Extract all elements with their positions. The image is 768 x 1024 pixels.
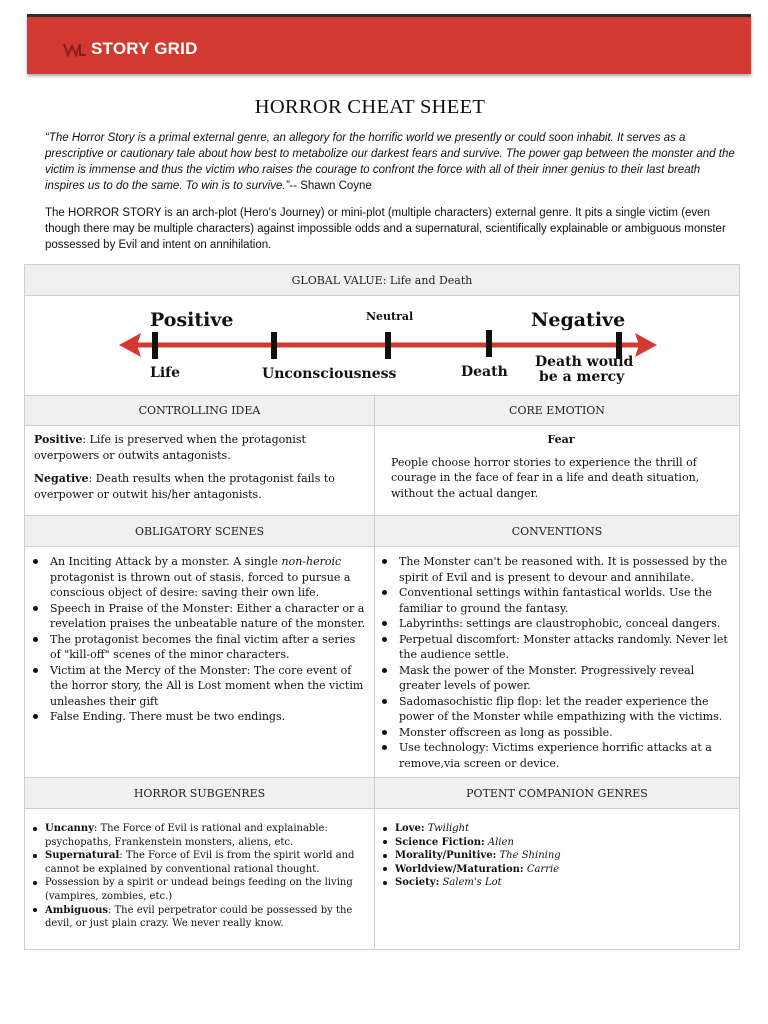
point-life: Life	[150, 365, 181, 381]
page-title: HORROR CHEAT SHEET	[254, 96, 486, 118]
list-item: Conventional settings within fantastical worlds. Use the familiar to ground the fantasy.	[379, 585, 731, 616]
point-death-would: Death would	[535, 354, 634, 370]
controlling-idea-header: CONTROLLING IDEA	[25, 395, 374, 426]
list-item: Monster offscreen as long as possible.	[379, 725, 731, 741]
list-item: Possession by a spirit or undead beings feeding on the living (vampires, zombies, etc.)	[31, 876, 367, 903]
list-item: Use technology: Victims experience horrific attacks at a remove,via screen or device.	[379, 740, 731, 771]
tick-neutral	[385, 332, 391, 359]
story-grid-logo	[63, 39, 198, 59]
list-item: False Ending. There must be two endings.	[30, 709, 368, 725]
list-item: The Monster can't be reasoned with. It is possessed by the spirit of Evil and is present to devour and annihilate.	[379, 554, 731, 585]
tick-death	[486, 330, 492, 357]
list-item: Science Fiction: Alien	[381, 836, 729, 850]
header-banner	[27, 14, 751, 74]
list-item: Victim at the Mercy of the Monster: The core event of the horror story, the All is Lost moment when the victim unleashes their gift	[30, 663, 368, 710]
list-item: Ambiguous: The evil perpetrator could be possessed by the devil, or just plain crazy. We never really know.	[31, 904, 367, 931]
list-item: Society: Salem's Lot	[381, 876, 729, 890]
conventions-list	[379, 554, 731, 771]
point-unconsciousness: Unconsciousness	[262, 366, 397, 382]
subgenres-header: HORROR SUBGENRES	[25, 777, 374, 809]
obligatory-scenes-header: OBLIGATORY SCENES	[25, 515, 374, 547]
conventions-cell	[379, 554, 731, 771]
point-be-a-mercy: be a mercy	[539, 369, 625, 385]
cheat-sheet-table	[24, 264, 740, 950]
list-item: Labyrinths: settings are claustrophobic, conceal dangers.	[379, 616, 731, 632]
conventions-header: CONVENTIONS	[375, 515, 739, 547]
genre-description: The HORROR STORY is an arch-plot (Hero's Journey) or mini-plot (multiple characters) external genre. It pits a single victim (even though there may be multiple characters) against impossible odds and a supernatural, scientifically explainable or ambiguous monster possessed by Evil and intent on annihilation.	[45, 207, 726, 251]
list-item: Mask the power of the Monster. Progressively reveal greater levels of power.	[379, 663, 731, 694]
companion-genres-list	[381, 822, 729, 890]
neutral-label: Neutral	[366, 310, 414, 323]
list-item: Love: Twilight	[381, 822, 729, 836]
negative-label: Negative	[531, 309, 626, 331]
subgenres-cell	[31, 822, 367, 931]
list-item: Worldview/Maturation: Carrie	[381, 863, 729, 877]
list-item: Uncanny: The Force of Evil is rational and explainable: psychopaths, Frankenstein monsters, aliens, etc.	[31, 822, 367, 849]
list-item: Sadomasochistic flip flop: let the reader experience the power of the Monster while empathizing with the victims.	[379, 694, 731, 725]
companion-genres-cell	[381, 822, 729, 890]
point-death: Death	[461, 364, 508, 380]
grid-logo-icon	[63, 41, 87, 57]
value-spectrum	[25, 295, 739, 395]
companion-genres-header: POTENT COMPANION GENRES	[375, 777, 739, 809]
core-emotion-name: Fear	[547, 433, 575, 446]
column-divider	[374, 395, 375, 949]
core-emotion-text: People choose horror stories to experience the thrill of courage in the face of fear in a life and death situation, without the actual danger.	[391, 455, 700, 500]
quote-author: -- Shawn Coyne	[289, 180, 372, 192]
intro-quote	[45, 130, 735, 194]
list-item: Morality/Punitive: The Shining	[381, 849, 729, 863]
brand-name: STORY GRID	[91, 39, 198, 58]
obligatory-scenes-list	[30, 554, 368, 725]
global-value-header: GLOBAL VALUE: Life and Death	[25, 265, 739, 296]
subgenres-list	[31, 822, 367, 931]
core-emotion-cell	[391, 432, 731, 501]
tick-life	[152, 332, 158, 359]
core-emotion-header: CORE EMOTION	[375, 395, 739, 426]
tick-unconsciousness	[271, 332, 277, 359]
positive-label: Positive	[150, 309, 234, 331]
obligatory-scenes-cell	[30, 554, 368, 725]
list-item: Perpetual discomfort: Monster attacks randomly. Never let the audience settle.	[379, 632, 731, 663]
controlling-idea-positive: Positive: Life is preserved when the protagonist overpowers or outwits antagonists.	[34, 433, 306, 462]
list-item: Speech in Praise of the Monster: Either a character or a revelation praises the unbeatable nature of the monster.	[30, 601, 368, 632]
list-item: An Inciting Attack by a monster. A single non-heroic protagonist is thrown out of stasis, forced to pursue a conscious object of desire: saving their own life.	[30, 554, 368, 601]
list-item: Supernatural: The Force of Evil is from the spirit world and cannot be explained by conventional rational thought.	[31, 849, 367, 876]
controlling-idea-negative: Negative: Death results when the protagonist fails to overpower or outwit his/her antagonists.	[34, 472, 335, 501]
controlling-idea-cell	[34, 432, 364, 502]
list-item: The protagonist becomes the final victim after a series of "kill-off" scenes of the minor characters.	[30, 632, 368, 663]
quote-text: “The Horror Story is a primal external genre, an allegory for the horrific world we presently or could soon inhabit. It serves as a prescriptive or cautionary tale about how best to metabolize our darkest fears and survive. The power gap between the monster and the victim is immense and thus the victim who raises the courage to confront the force with all of their inner genius to their last breath inspires us to do the same. To win is to survive.”	[45, 132, 735, 192]
